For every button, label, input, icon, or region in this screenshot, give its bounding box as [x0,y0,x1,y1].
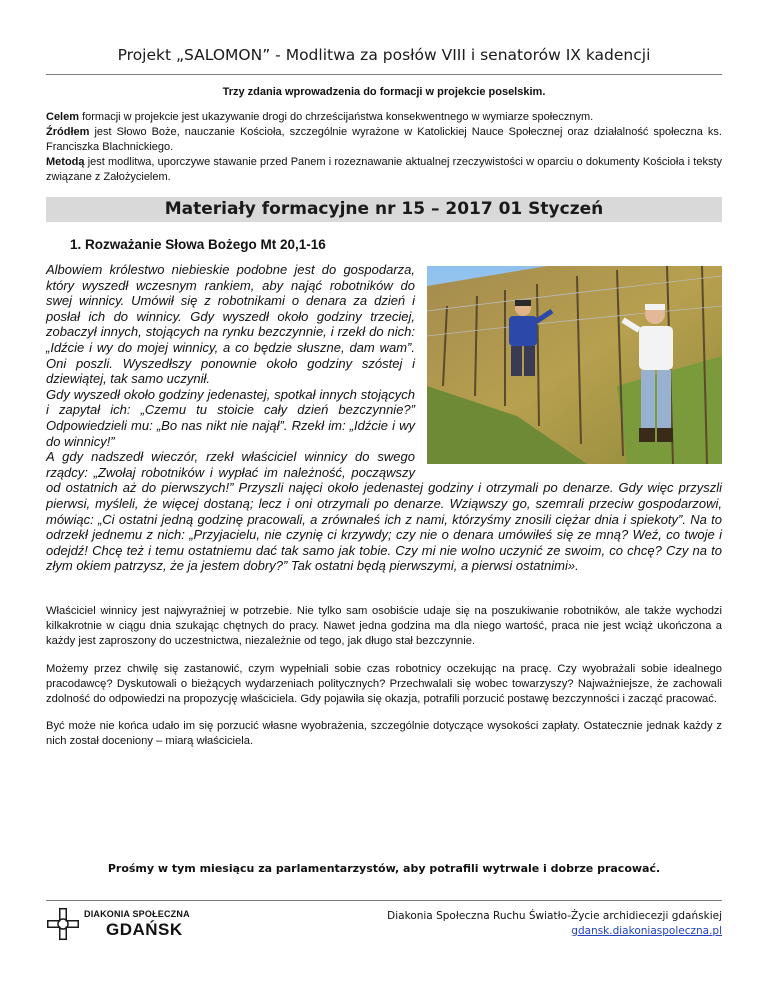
intro-block [46,110,722,185]
intro-text-source: jest Słowo Boże, nauczanie Kościoła, szczególnie wyrażone w Katolickiej Nauce Społecznej oraz działalność społeczna ks. Franciszka Blachnickiego. [46,126,722,153]
reflection-paragraph-2: Możemy przez chwilę się zastanowić, czym wypełniali sobie czas robotnicy oczekując na pracę. Czy wyobrażali sobie idealnego pracodawcę? Dyskutowali o bieżących wydarzeniach politycznych? Przechwalali się wobec towarzyszy? Najważniejsze, że zachowali zdolność do odpowiedzi na propozycję właściciela. Gdy pojawiła się okazja, potrafili porzucić postawę bezczynności i zacząć pracować. [46,662,722,706]
reflection-paragraph-3: Być może nie końca udało im się porzucić własne wyobrażenia, szczególnie dotyczące wysokości zapłaty. Ostatecznie jednak każdy z nich został doceniony – miarą właściciela. [46,720,722,748]
scripture-part-1: Albowiem królestwo niebieskie podobne jest do gospodarza, który wyszedł wczesnym rankiem, aby nająć robotników do swej winnicy. Umówił się z robotnikami o denara za dzień i posłał ich do winnicy. Gdy wyszedł około godziny trzeciej, zobaczył innych, stojących na rynku bezczynnie, i rzekł do nich: „Idźcie i wy do mojej winnicy, a co będzie słuszne, dam wam”. Oni poszli. Wyszedłszy ponownie około godziny szóstej i dziewiątej, tak samo uczynił. [46,262,415,387]
materials-title-band: Materiały formacyjne nr 15 – 2017 01 Styczeń [46,197,722,222]
page-header-title: Projekt „SALOMON” - Modlitwa za posłów VIII i senatorów IX kadencji [117,46,651,64]
intro-text-method: jest modlitwa, uporczywe stawanie przed Panem i rozeznawanie aktualnej rzeczywistości w oparciu o dokumenty Kościoła i teksty związane z Założycielem. [46,156,722,183]
reflection-paragraph-1: Właściciel winnicy jest najwyraźniej w potrzebie. Nie tylko sam osobiście udaje się na poszukiwanie robotników, ale także wychodzi kilkakrotnie w ciągu dnia szukając chętnych do pracy. Nawet jedna godzina ma dla niego wartość, praca nie jest wciąż ukończona a każdy jest zaproszony do uczestnictwa, niezależnie od tego, jak długo stał bezczynnie. [46,605,722,648]
intro-lead-goal: Celem [46,111,80,123]
intro-title: Trzy zdania wprowadzenia do formacji w projekcie poselskim. [222,86,546,98]
footer-divider [46,900,722,901]
header-divider [46,74,722,75]
reflection-body [46,604,722,762]
section-heading: 1. Rozważanie Słowa Bożego Mt 20,1-16 [70,237,326,252]
intro-text-goal: formacji w projekcie jest ukazywanie drogi do chrześcijaństwa konsekwentnego w wymiarze społecznym. [79,111,594,123]
footer-website-link[interactable]: gdansk.diakoniaspoleczna.pl [571,925,722,937]
footer-org-name: Diakonia Społeczna Ruchu Światło-Życie archidiecezji gdańskiej [387,910,722,922]
intro-lead-method: Metodą [46,156,85,168]
intro-lead-source: Źródłem [46,126,90,138]
scripture-part-2: Gdy wyszedł około godziny jedenastej, spotkał innych stojących i zapytał ich: „Czemu tu stoicie cały dzień bezczynnie?” Odpowiedzieli mu: „Bo nas nikt nie najął”. Rzekł im: „Idźcie i wy do winnicy!” [46,386,415,449]
scripture-passage [46,262,722,574]
logo-text-bottom: GDAŃSK [106,920,183,939]
vineyard-photo [427,266,722,464]
intro-line-goal [46,110,722,125]
intro-line-method [46,155,722,185]
prayer-intention: Prośmy w tym miesiącu za parlamentarzystów, aby potrafili wytrwale i dobrze pracować. [107,862,661,875]
diakonia-logo [46,907,216,943]
scripture-part-3: A gdy nadszedł wieczór, rzekł właściciel winnicy do swego rządcy: „Zwołaj robotników i wypłać im należność, począwszy od ostatnich aż do pierwszych!” Przyszli najęci około jedenastej godziny i otrzymali po denarze. Gdy więc przyszli pierwsi, myśleli, że więcej dostaną; lecz i oni otrzymali po denarze. Wziąwszy go, szemrali przeciw gospodarzowi, mówiąc: „Ci ostatni jedną godzinę pracowali, a zrównałeś ich z nami, którzyśmy znosili ciężar dnia i spiekoty”. Na to odrzekł jednemu z nich: „Przyjacielu, nie czynię ci krzywdy; czy nie o denara umówiłeś się ze mną? Weź, co twoje i odejdź! Chcę też i temu ostatniemu dać tak samo jak tobie. Czy mi nie wolno uczynić ze swoim, co chcę? Czy na to złym okiem patrzysz, że ja jestem dobry?” Tak ostatni będą pierwszymi, a pierwsi ostatnimi». [46,449,722,574]
diakonia-cross-icon [46,907,80,941]
footer-org-info [387,909,722,939]
logo-text-top: DIAKONIA SPOŁECZNA [84,909,190,919]
intro-line-source [46,125,722,155]
